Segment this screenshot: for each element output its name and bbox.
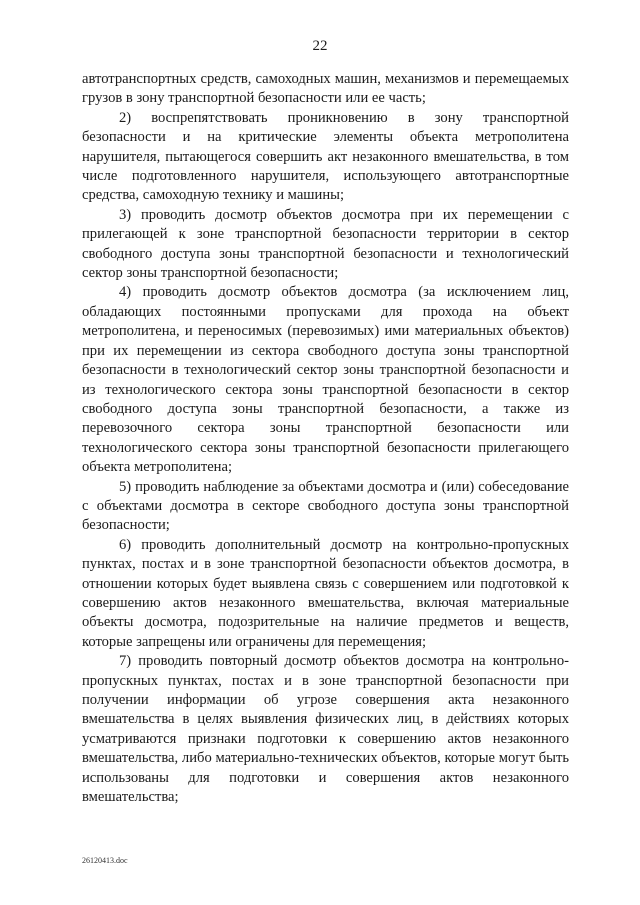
paragraph-item-5: 5) проводить наблюдение за объектами досмотра и (или) собеседование с объектами досмотра в секторе свободного доступа зоны транспортной безопасности; bbox=[82, 478, 569, 534]
paragraph-item-7: 7) проводить повторный досмотр объектов досмотра на контрольно-пропускных пунктах, постах и в зоне транспортной безопасности при получении информации об угрозе совершения акта незаконного вмешательства в целях выявления физических лиц, в действиях которых усматриваются признаки подготовки к совершению актов незаконного вмешательства, либо материально-технических объектов, которые могут быть использованы для подготовки и совершения актов незаконного вмешательства; bbox=[82, 653, 569, 806]
paragraph-item-2: 2) воспрепятствовать проникновению в зону транспортной безопасности и на критические элементы объекта метрополитена нарушителя, пытающегося совершить акт незаконного вмешательства, в том числе подготовленного нарушителя, использующего автотранспортные средства, самоходную технику и машины; bbox=[82, 109, 569, 204]
paragraph-item-6: 6) проводить дополнительный досмотр на контрольно-пропускных пунктах, постах и в зоне транспортной безопасности объектов досмотра, в отношении которых будет выявлена связь с совершением или подготовкой к совершению актов незаконного вмешательства, включая материальные объекты досмотра, подозрительные на наличие предметов и веществ, которые запрещены или ограничены для перемещения; bbox=[82, 536, 569, 650]
page-number: 22 bbox=[312, 38, 328, 54]
paragraph-continuation: автотранспортных средств, самоходных машин, механизмов и перемещаемых грузов в зону транспортной безопасности или ее часть; bbox=[82, 71, 569, 107]
document-body bbox=[82, 70, 569, 807]
paragraph-item-3: 3) проводить досмотр объектов досмотра при их перемещении с прилегающей к зоне транспортной безопасности территории в сектор свободного доступа зоны транспортной безопасности и технологический сектор зоны транспортной безопасности; bbox=[82, 206, 569, 282]
paragraph-item-4: 4) проводить досмотр объектов досмотра (за исключением лиц, обладающих постоянными пропусками для прохода на объект метрополитена, и переносимых (перевозимых) ими материальных объектов) при их перемещении из сектора свободного доступа зоны транспортной безопасности в технологический сектор зоны транспортной безопасности и из технологического сектора зоны транспортной безопасности в сектор свободного доступа зоны транспортной безопасности, а также из перевозочного сектора зоны транспортной безопасности или технологического сектора зоны транспортной безопасности прилегающего объекта метрополитена; bbox=[82, 284, 569, 476]
footer-filename: 26120413.doc bbox=[82, 856, 128, 865]
